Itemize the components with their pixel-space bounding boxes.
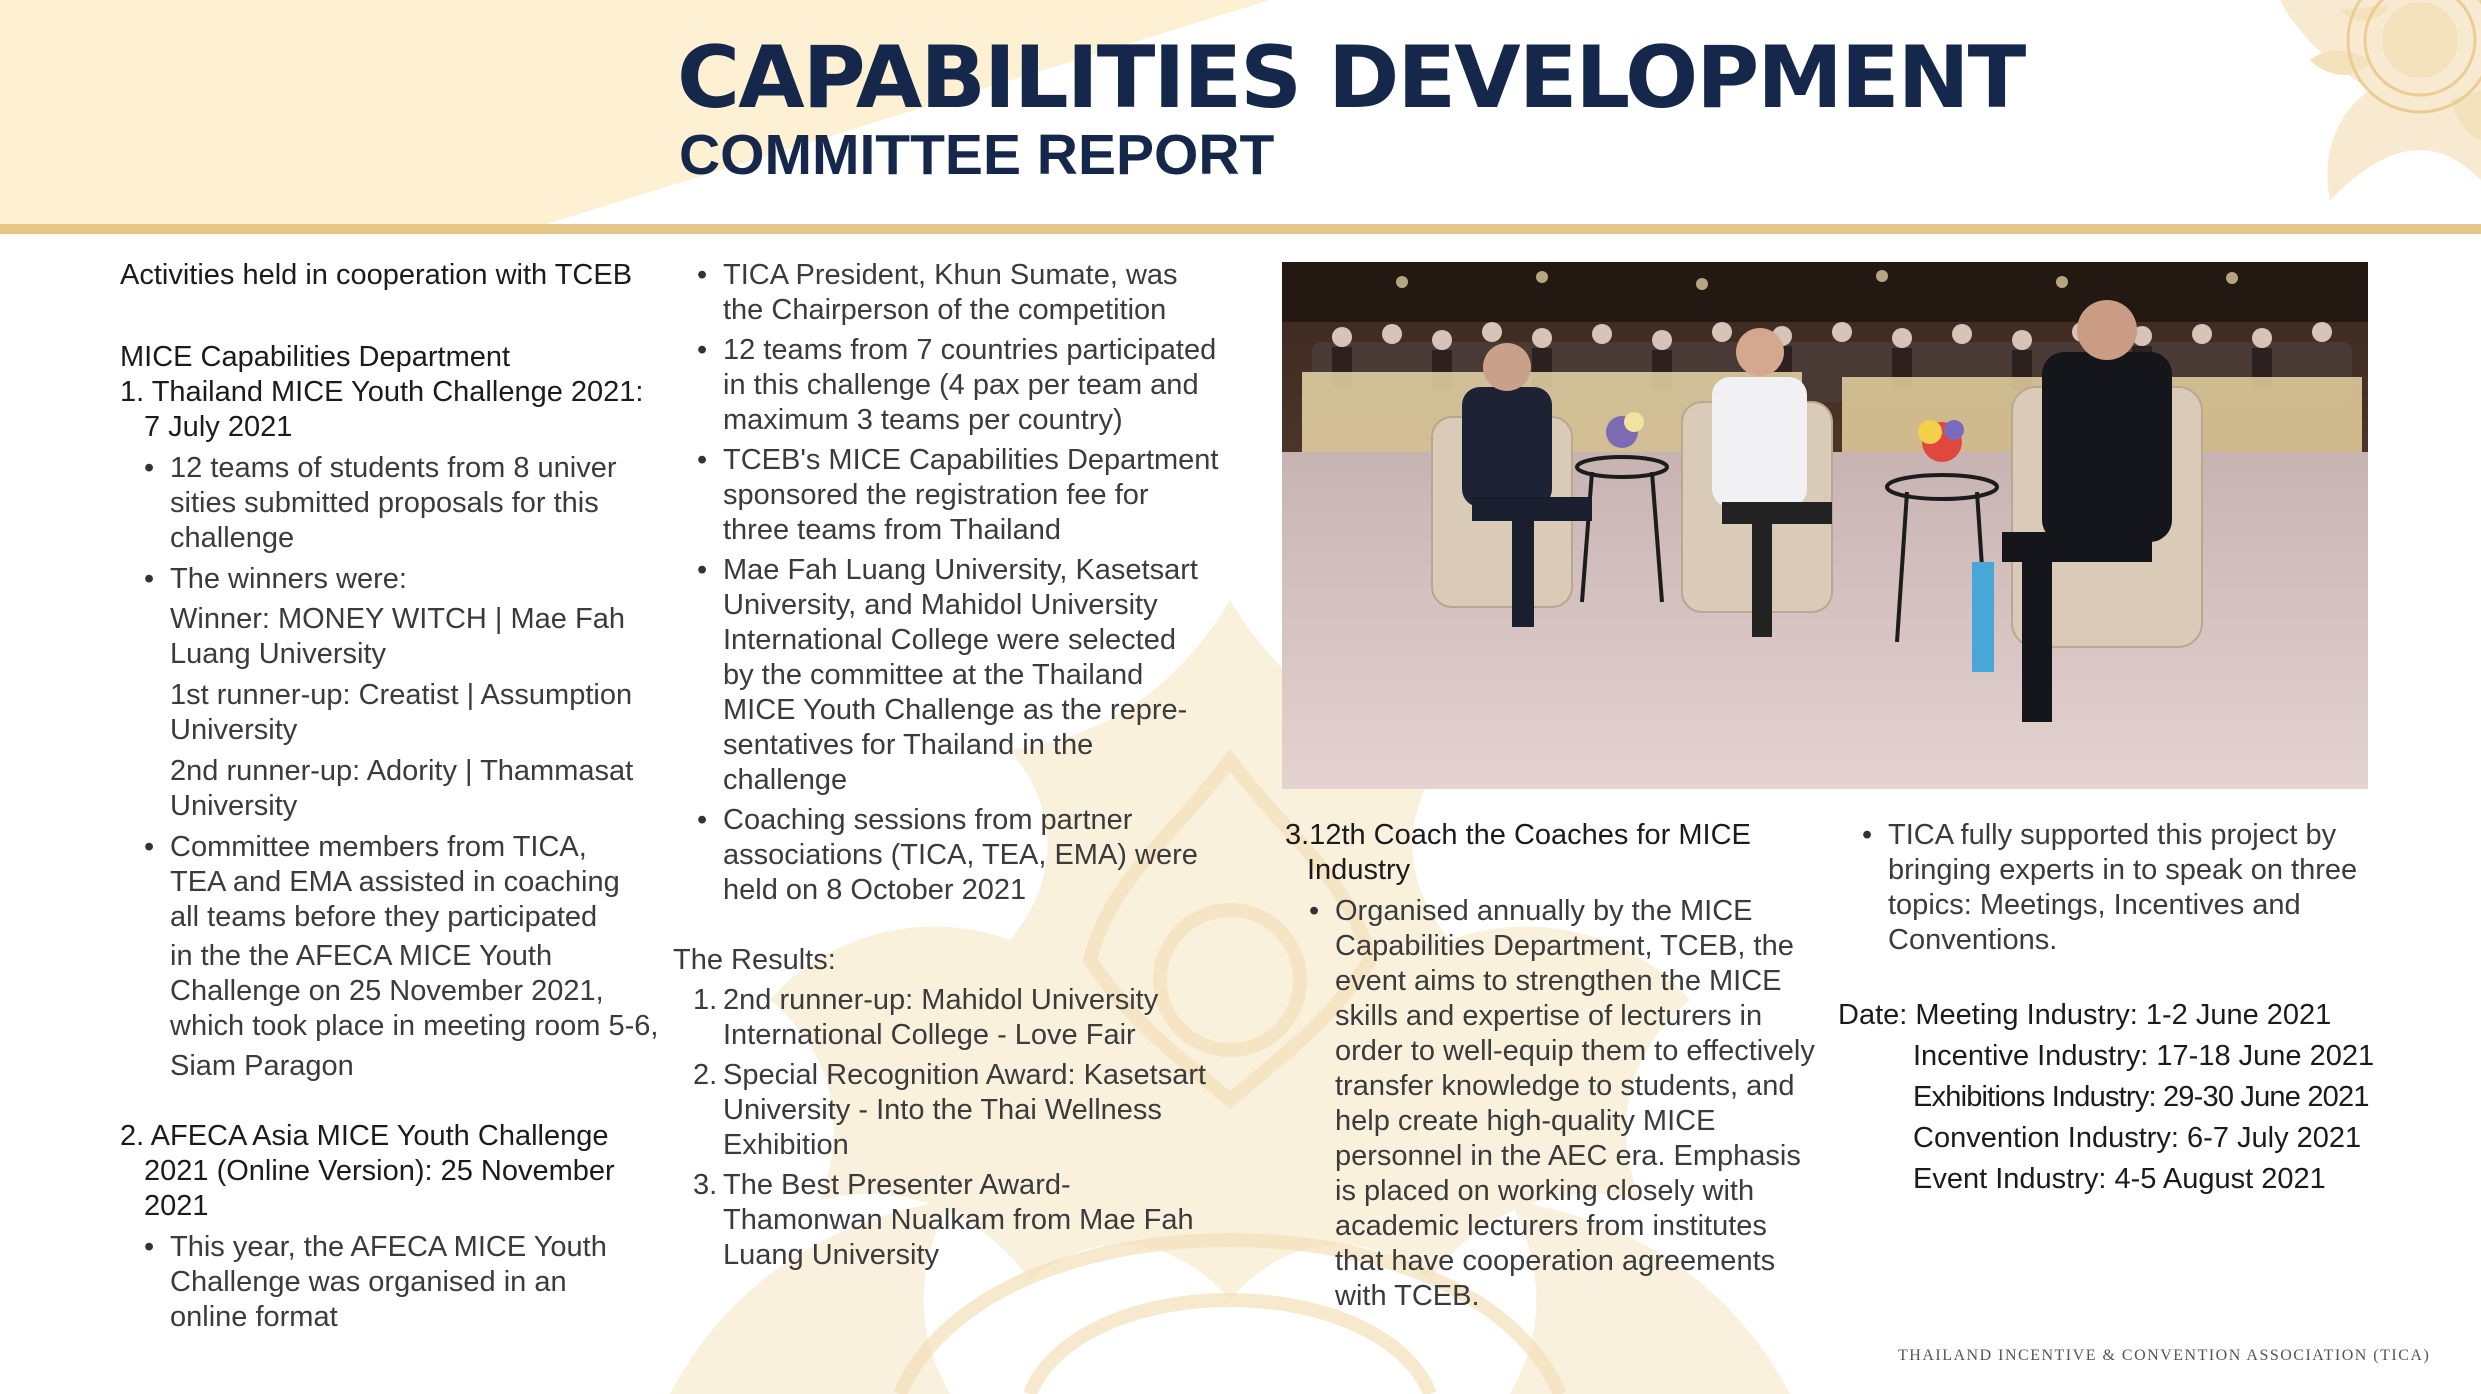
item3-heading-line2: Industry [1307,854,1411,886]
date-line: Exhibitions Industry: 29-30 June 2021 [1913,1081,2369,1113]
date-line: Convention Industry: 6-7 July 2021 [1913,1122,2362,1154]
date-line: Incentive Industry: 17-18 June 2021 [1913,1040,2375,1072]
page-subtitle: COMMITTEE REPORT [679,123,1275,187]
event-photo [1282,262,2368,789]
list-item: • TICA fully supported this project by bringing experts in to speak on three topics: Meetings, Incentives and Conventions. [1888,818,2408,958]
list-item: 2. Special Recognition Award: Kasetsart University - Into the Thai Wellness Exhibition [693,1059,1207,1161]
list-item: • 12 teams from 7 countries participated in this challenge (4 pax per team and maximum 3 teams per country) [723,333,1233,438]
column-3 [1285,818,1825,1314]
item2-heading: 2. AFECA Asia MICE Youth Challenge 2021 (Online Version): 25 November 2021 [120,1120,615,1222]
winner-entry: 1st runner-up: Creatist | Assumption University [170,679,633,746]
column-4 [1838,818,2408,1203]
list-item: • Coaching sessions from partner associations (TICA, TEA, EMA) were held on 8 October 2021 [723,803,1233,908]
item1-bullets [120,451,660,1084]
list-item: • The winners were: [170,562,660,597]
list-item: • TCEB's MICE Capabilities Department sponsored the registration fee for three teams from Thailand [723,443,1233,548]
list-item: • Committee members from TICA, TEA and EMA assisted in coaching all teams before they participated in the the AFECA MICE Youth Challenge on 25 November 2021, which took place in meeting room 5-6, Siam Paragon [170,830,660,1084]
list-item: • 12 teams of students from 8 univer sities submitted proposals for this challenge [170,451,660,556]
winner-entry: 2nd runner-up: Adority | Thammasat University [170,755,634,822]
winner-entry: Winner: MONEY WITCH | Mae Fah Luang University [170,603,625,670]
department-name: MICE Capabilities Department [120,341,511,373]
list-item: 1. 2nd runner-up: Mahidol University International College - Love Fair [693,984,1159,1051]
list-item: • Organised annually by the MICE Capabilities Department, TCEB, the event aims to strengthen the MICE skills and expertise of lecturers in order to well-equip them to effectively transfer knowledge to students, and help create high-quality MICE personnel in the AEC era. Emphasis is placed on working closely with academic lecturers from institutes that have cooperation agreements with TCEB. [1335,894,1825,1314]
footer-organization: THAILAND INCENTIVE & CONVENTION ASSOCIATION (TICA) [1898,1347,2431,1364]
item3-bullets [1285,894,1825,1314]
results-title: The Results: [673,944,836,976]
corner-ornament-icon [2220,0,2481,226]
item4-bullets [1838,818,2408,958]
list-item: • TICA President, Khun Sumate, was the Chairperson of the competition [723,258,1233,328]
page-title: CAPABILITIES DEVELOPMENT [677,28,2025,128]
date-line: Date: Meeting Industry: 1-2 June 2021 [1838,999,2332,1031]
date-line: Event Industry: 4-5 August 2021 [1913,1163,2326,1195]
list-item: • This year, the AFECA MICE Youth Challenge was organised in an online format [170,1230,660,1335]
header-gold-rule [0,224,2481,234]
item2-bullets [120,1230,660,1335]
col2-bullets [723,258,1233,908]
item3-heading-line1: 3.12th Coach the Coaches for MICE [1285,819,1751,851]
item1-heading-line2: 7 July 2021 [144,411,293,443]
date-schedule [1838,998,2408,1197]
list-item: 3. The Best Presenter Award- Thamonwan Nualkam from Mae Fah Luang University [693,1169,1194,1271]
photo-ceiling [1282,262,2368,322]
column-1 [120,258,660,1335]
intro-heading: Activities held in cooperation with TCEB [120,259,633,291]
item1-heading-line1: 1. Thailand MICE Youth Challenge 2021: [120,376,644,408]
results-list [693,983,1233,1273]
list-item: • Mae Fah Luang University, Kasetsart University, and Mahidol University International College were selected by the committee at the Thailand MICE Youth Challenge as the repre- sentatives for Thailand in the challenge [723,553,1233,798]
column-2 [673,258,1233,1273]
